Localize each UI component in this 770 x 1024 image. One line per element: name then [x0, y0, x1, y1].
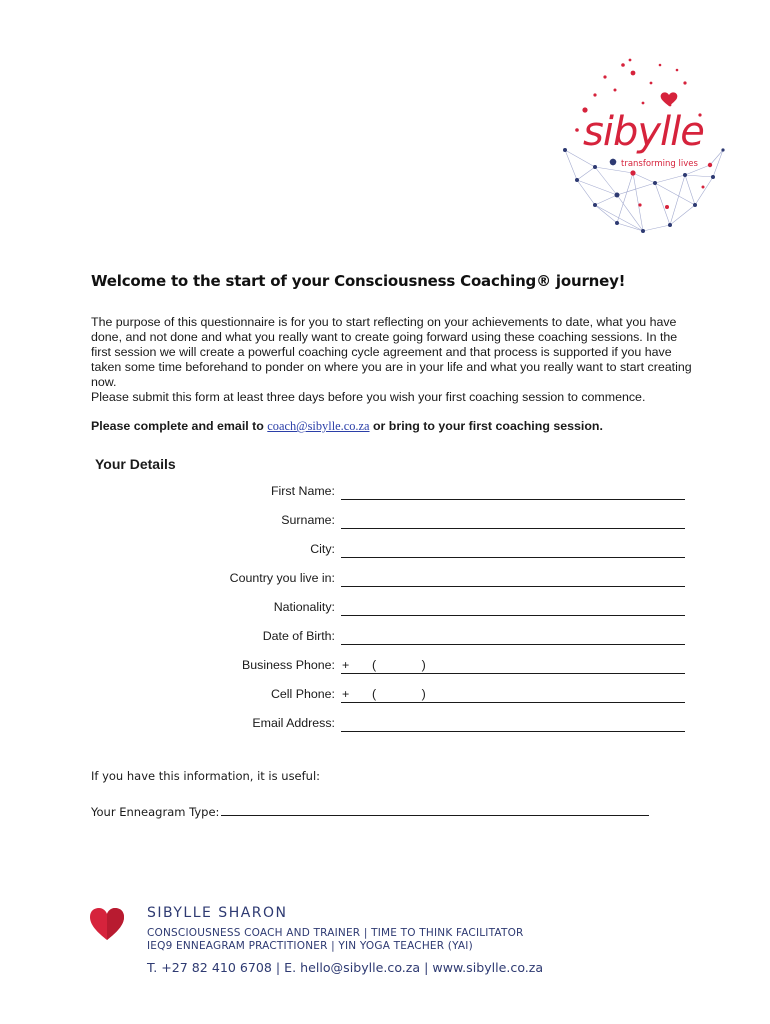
nationality-label: Nationality:	[273, 600, 335, 614]
email-instruction: Please complete and email to coach@sibylle.co.za or bring to your first coaching session.	[91, 419, 603, 433]
footer-role-line-2: IEQ9 ENNEAGRAM PRACTITIONER | YIN YOGA TEACHER (YAI)	[147, 940, 473, 952]
coach-email-link[interactable]: coach@sibylle.co.za	[267, 419, 370, 433]
cell-phone-area-code: ( )	[372, 687, 426, 701]
enneagram-label: Your Enneagram Type:	[91, 805, 220, 819]
enneagram-field[interactable]	[221, 803, 649, 816]
business-phone-plus: +	[342, 658, 350, 672]
dob-field[interactable]	[341, 644, 685, 645]
page-title: Welcome to the start of your Consciousness Coaching® journey!	[91, 272, 626, 290]
country-label: Country you live in:	[229, 571, 335, 585]
first-name-row	[0, 482, 770, 502]
email-field[interactable]	[341, 731, 685, 732]
business-phone-field[interactable]	[341, 673, 685, 674]
first-name-field[interactable]	[341, 499, 685, 500]
logo-tagline: transforming lives	[621, 159, 698, 169]
first-name-label: First Name:	[270, 484, 335, 498]
email-row	[0, 714, 770, 734]
surname-field[interactable]	[341, 528, 685, 529]
nationality-row	[0, 598, 770, 618]
useful-note: If you have this information, it is useful:	[91, 769, 321, 783]
your-details-heading: Your Details	[95, 456, 176, 472]
cell-phone-label: Cell Phone:	[270, 687, 335, 701]
surname-label: Surname:	[281, 513, 335, 527]
country-field[interactable]	[341, 586, 685, 587]
footer-name: SIBYLLE SHARON	[147, 905, 288, 921]
dob-row	[0, 627, 770, 647]
city-row	[0, 540, 770, 560]
surname-row	[0, 511, 770, 531]
footer-contact-block	[147, 905, 543, 975]
business-phone-row	[0, 656, 770, 676]
cell-phone-field[interactable]	[341, 702, 685, 703]
svg-text:sibylle: sibylle	[583, 109, 704, 155]
cell-phone-row	[0, 685, 770, 705]
city-field[interactable]	[341, 557, 685, 558]
enneagram-row	[91, 803, 649, 819]
business-phone-label: Business Phone:	[242, 658, 335, 672]
submit-note: Please submit this form at least three days before you wish your first coaching session to commence.	[91, 390, 646, 404]
nationality-field[interactable]	[341, 615, 685, 616]
heart-icon	[89, 907, 125, 941]
business-phone-area-code: ( )	[372, 658, 426, 672]
footer-role-line-1: CONSCIOUSNESS COACH AND TRAINER | TIME TO THINK FACILITATOR	[147, 927, 524, 939]
city-label: City:	[310, 542, 335, 556]
sibylle-logo	[555, 55, 735, 235]
country-row	[0, 569, 770, 589]
intro-paragraph: The purpose of this questionnaire is for you to start reflecting on your achievements to date, what you have done, and not done and what you really want to create going forward using these coaching sessions. In the first session we will create a powerful coaching cycle agreement and that process is supported if you have taken some time beforehand to ponder on where you are in your life and what you really want to start creating now.	[91, 315, 692, 389]
dob-label: Date of Birth:	[262, 629, 335, 643]
cell-phone-plus: +	[342, 687, 350, 701]
footer-contact-line: T. +27 82 410 6708 | E. hello@sibylle.co.za | www.sibylle.co.za	[147, 960, 544, 975]
email-label: Email Address:	[252, 716, 335, 730]
